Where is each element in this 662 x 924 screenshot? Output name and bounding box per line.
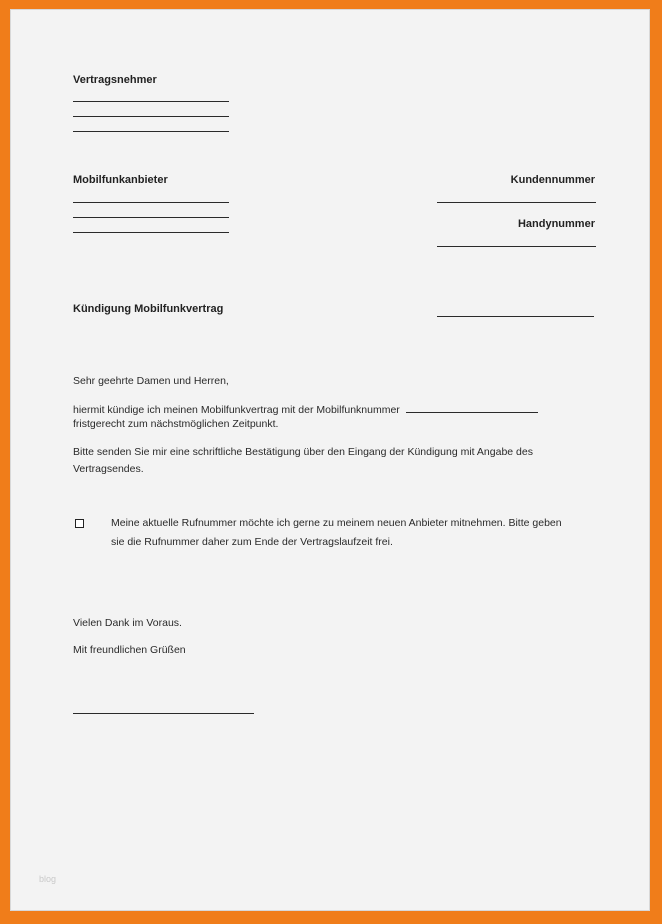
contractor-line-1[interactable] <box>73 101 229 102</box>
customer-number-line[interactable] <box>437 202 596 203</box>
provider-line-1[interactable] <box>73 202 229 203</box>
contractor-line-3[interactable] <box>73 131 229 132</box>
signature-line[interactable] <box>73 713 254 714</box>
number-portability-checkbox[interactable] <box>75 519 84 528</box>
salutation: Sehr geehrte Damen und Herren, <box>73 375 229 387</box>
option-line-1: Meine aktuelle Rufnummer möchte ich gerne zu meinem neuen Anbieter mitnehmen. Bitte geben <box>111 517 562 529</box>
customer-number-label: Kundennummer <box>510 174 595 186</box>
contractor-heading: Vertragsnehmer <box>73 74 157 86</box>
paragraph-2-line-2: Vertragsendes. <box>73 463 144 475</box>
provider-line-2[interactable] <box>73 217 229 218</box>
closing-text: Mit freundlichen Grüßen <box>73 644 186 656</box>
paragraph-1-text: hiermit kündige ich meinen Mobilfunkvertrag mit der Mobilfunknummer <box>73 404 400 416</box>
contractor-line-2[interactable] <box>73 116 229 117</box>
mobile-number-line[interactable] <box>406 401 538 413</box>
provider-line-3[interactable] <box>73 232 229 233</box>
watermark-text: blog <box>39 874 57 884</box>
provider-heading: Mobilfunkanbieter <box>73 174 168 186</box>
letter-page <box>10 9 650 911</box>
subject-title: Kündigung Mobilfunkvertrag <box>73 303 224 315</box>
paragraph-1-line-2: fristgerecht zum nächstmöglichen Zeitpunkt. <box>73 418 279 430</box>
phone-number-label: Handynummer <box>517 218 595 230</box>
phone-number-line[interactable] <box>437 246 596 247</box>
option-line-2: sie die Rufnummer daher zum Ende der Vertragslaufzeit frei. <box>111 536 393 548</box>
date-line[interactable] <box>437 316 594 317</box>
thanks-text: Vielen Dank im Voraus. <box>73 617 182 629</box>
paragraph-2-line-1: Bitte senden Sie mir eine schriftliche Bestätigung über den Eingang der Kündigung mit Angabe des <box>73 446 533 458</box>
